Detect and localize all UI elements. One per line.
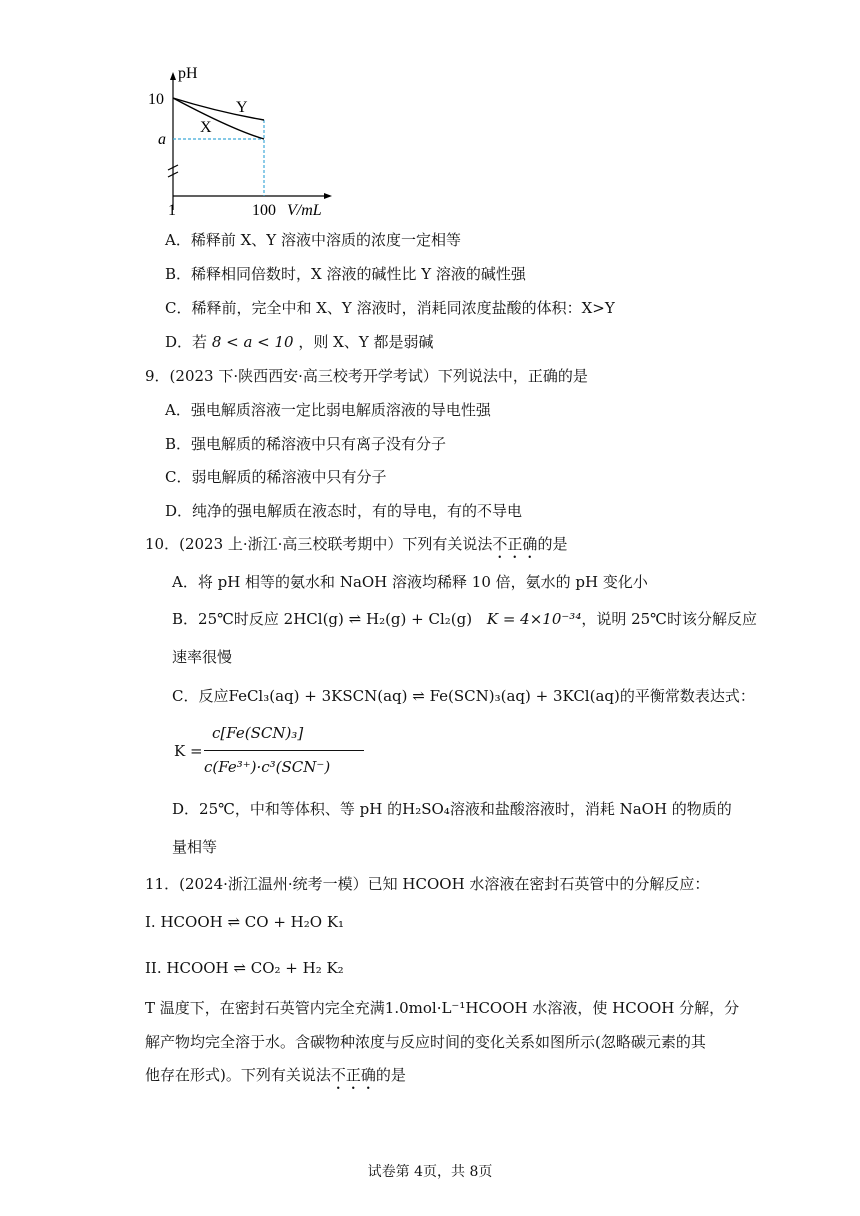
q10-option-b-suffix: ，说明 25℃时该分解反应 (581, 610, 757, 628)
q9-option-b: B．强电解质的稀溶液中只有离子没有分子 (165, 435, 447, 453)
curve-x-label: X (200, 119, 212, 136)
q10-option-b (172, 609, 757, 629)
q10-option-d-formula: H₂SO₄ (402, 800, 450, 818)
q8-option-d-condition: 8 < a < 10 (211, 333, 294, 351)
q9-stem: 9．(2023 下·陕西西安·高三校考开学考试）下列说法中，正确的是 (145, 367, 588, 385)
k-numerator: c[Fe(SCN)₃] (212, 724, 304, 742)
q10-stem-emphasis: 不正确 (492, 535, 538, 553)
q8-option-d (165, 332, 434, 352)
q9-option-c: C．弱电解质的稀溶液中只有分子 (165, 468, 387, 486)
x-axis-arrow (324, 193, 332, 199)
q11-body-line-3 (145, 1065, 406, 1093)
q10-option-a: A．将 pH 相等的氨水和 NaOH 溶液均稀释 10 倍，氨水的 pH 变化小 (172, 573, 648, 591)
q10-option-b-k: K = 4×10⁻³⁴ (486, 610, 582, 628)
q10-stem (145, 534, 567, 562)
curve-y-label: Y (236, 99, 248, 116)
q10-option-d (172, 799, 732, 819)
q10-option-d-continued: 量相等 (172, 838, 218, 856)
q10-option-d-suffix: 溶液和盐酸溶液时，消耗 NaOH 的物质的 (449, 800, 732, 818)
q10-option-c-prefix: C．反应 (172, 687, 229, 705)
curve-y (173, 98, 264, 120)
q10-option-c (172, 686, 755, 706)
q11-body-line-1 (145, 998, 739, 1018)
q8-option-b: B．稀释相同倍数时，X 溶液的碱性比 Y 溶液的碱性强 (165, 265, 526, 283)
y-axis-label: pH (178, 65, 198, 82)
q10-option-b-continued: 速率很慢 (172, 648, 233, 666)
q11-body-line-2: 解产物均完全溶于水。含碳物种浓度与反应时间的变化关系如图所示(忽略碳元素的其 (145, 1033, 706, 1051)
q11-reaction-ii: II. HCOOH ⇌ CO₂ + H₂ K₂ (145, 959, 344, 977)
ph-dilution-plot (148, 60, 348, 228)
q10-option-d-prefix: D．25℃，中和等体积、等 pH 的 (172, 800, 403, 818)
q8-option-d-prefix: D．若 (165, 333, 208, 351)
k-label: K = (174, 742, 203, 760)
ph-dilution-figure (148, 60, 348, 228)
q11-body3-emphasis: 不正确 (330, 1066, 376, 1084)
fraction-bar (204, 750, 364, 751)
y-tick-a: a (158, 131, 166, 148)
k-denominator: c(Fe³⁺)·c³(SCN⁻) (204, 758, 331, 776)
x-axis-label: V/mL (287, 202, 322, 219)
equilibrium-constant-expression (174, 722, 394, 782)
q9-option-a: A．强电解质溶液一定比弱电解质溶液的导电性强 (165, 401, 491, 419)
q11-body-suffix: HCOOH 水溶液，使 HCOOH 分解，分 (465, 999, 740, 1017)
q10-option-b-prefix: B．25℃时反应 (172, 610, 279, 628)
y-tick-10: 10 (148, 91, 164, 108)
q8-option-d-suffix: ，则 X、Y 都是弱碱 (298, 333, 434, 351)
q10-stem-prefix: 10．(2023 上·浙江·高三校联考期中）下列有关说法 (145, 535, 493, 553)
curve-x (173, 98, 264, 139)
q10-option-c-equation: FeCl₃(aq) + 3KSCN(aq) ⇌ Fe(SCN)₃(aq) + 3KCl(aq) (228, 687, 620, 705)
q11-body-prefix: T 温度下，在密封石英管内完全充满 (145, 999, 385, 1017)
q11-reaction-i: I. HCOOH ⇌ CO + H₂O K₁ (145, 913, 345, 931)
y-axis-arrow (170, 72, 176, 80)
q8-option-a: A．稀释前 X、Y 溶液中溶质的浓度一定相等 (165, 231, 461, 249)
x-tick-1: 1 (168, 202, 176, 219)
q8-option-c: C．稀释前，完全中和 X、Y 溶液时，消耗同浓度盐酸的体积：X>Y (165, 299, 615, 317)
x-tick-100: 100 (252, 202, 276, 219)
q11-stem: 11．(2024·浙江温州·统考一模）已知 HCOOH 水溶液在密封石英管中的分解反应： (145, 875, 710, 893)
q9-option-d: D．纯净的强电解质在液态时，有的导电，有的不导电 (165, 502, 523, 520)
page-footer: 试卷第 4页，共 8页 (367, 1164, 493, 1180)
q11-concentration: 1.0mol·L⁻¹ (384, 999, 466, 1017)
q10-option-b-equation: 2HCl(g) ⇌ H₂(g) + Cl₂(g) (283, 610, 473, 628)
q10-stem-suffix: 的是 (537, 535, 568, 553)
q11-body3-suffix: 的是 (375, 1066, 406, 1084)
q11-body3-prefix: 他存在形式)。下列有关说法 (145, 1066, 331, 1084)
q10-option-c-suffix: 的平衡常数表达式： (619, 687, 755, 705)
